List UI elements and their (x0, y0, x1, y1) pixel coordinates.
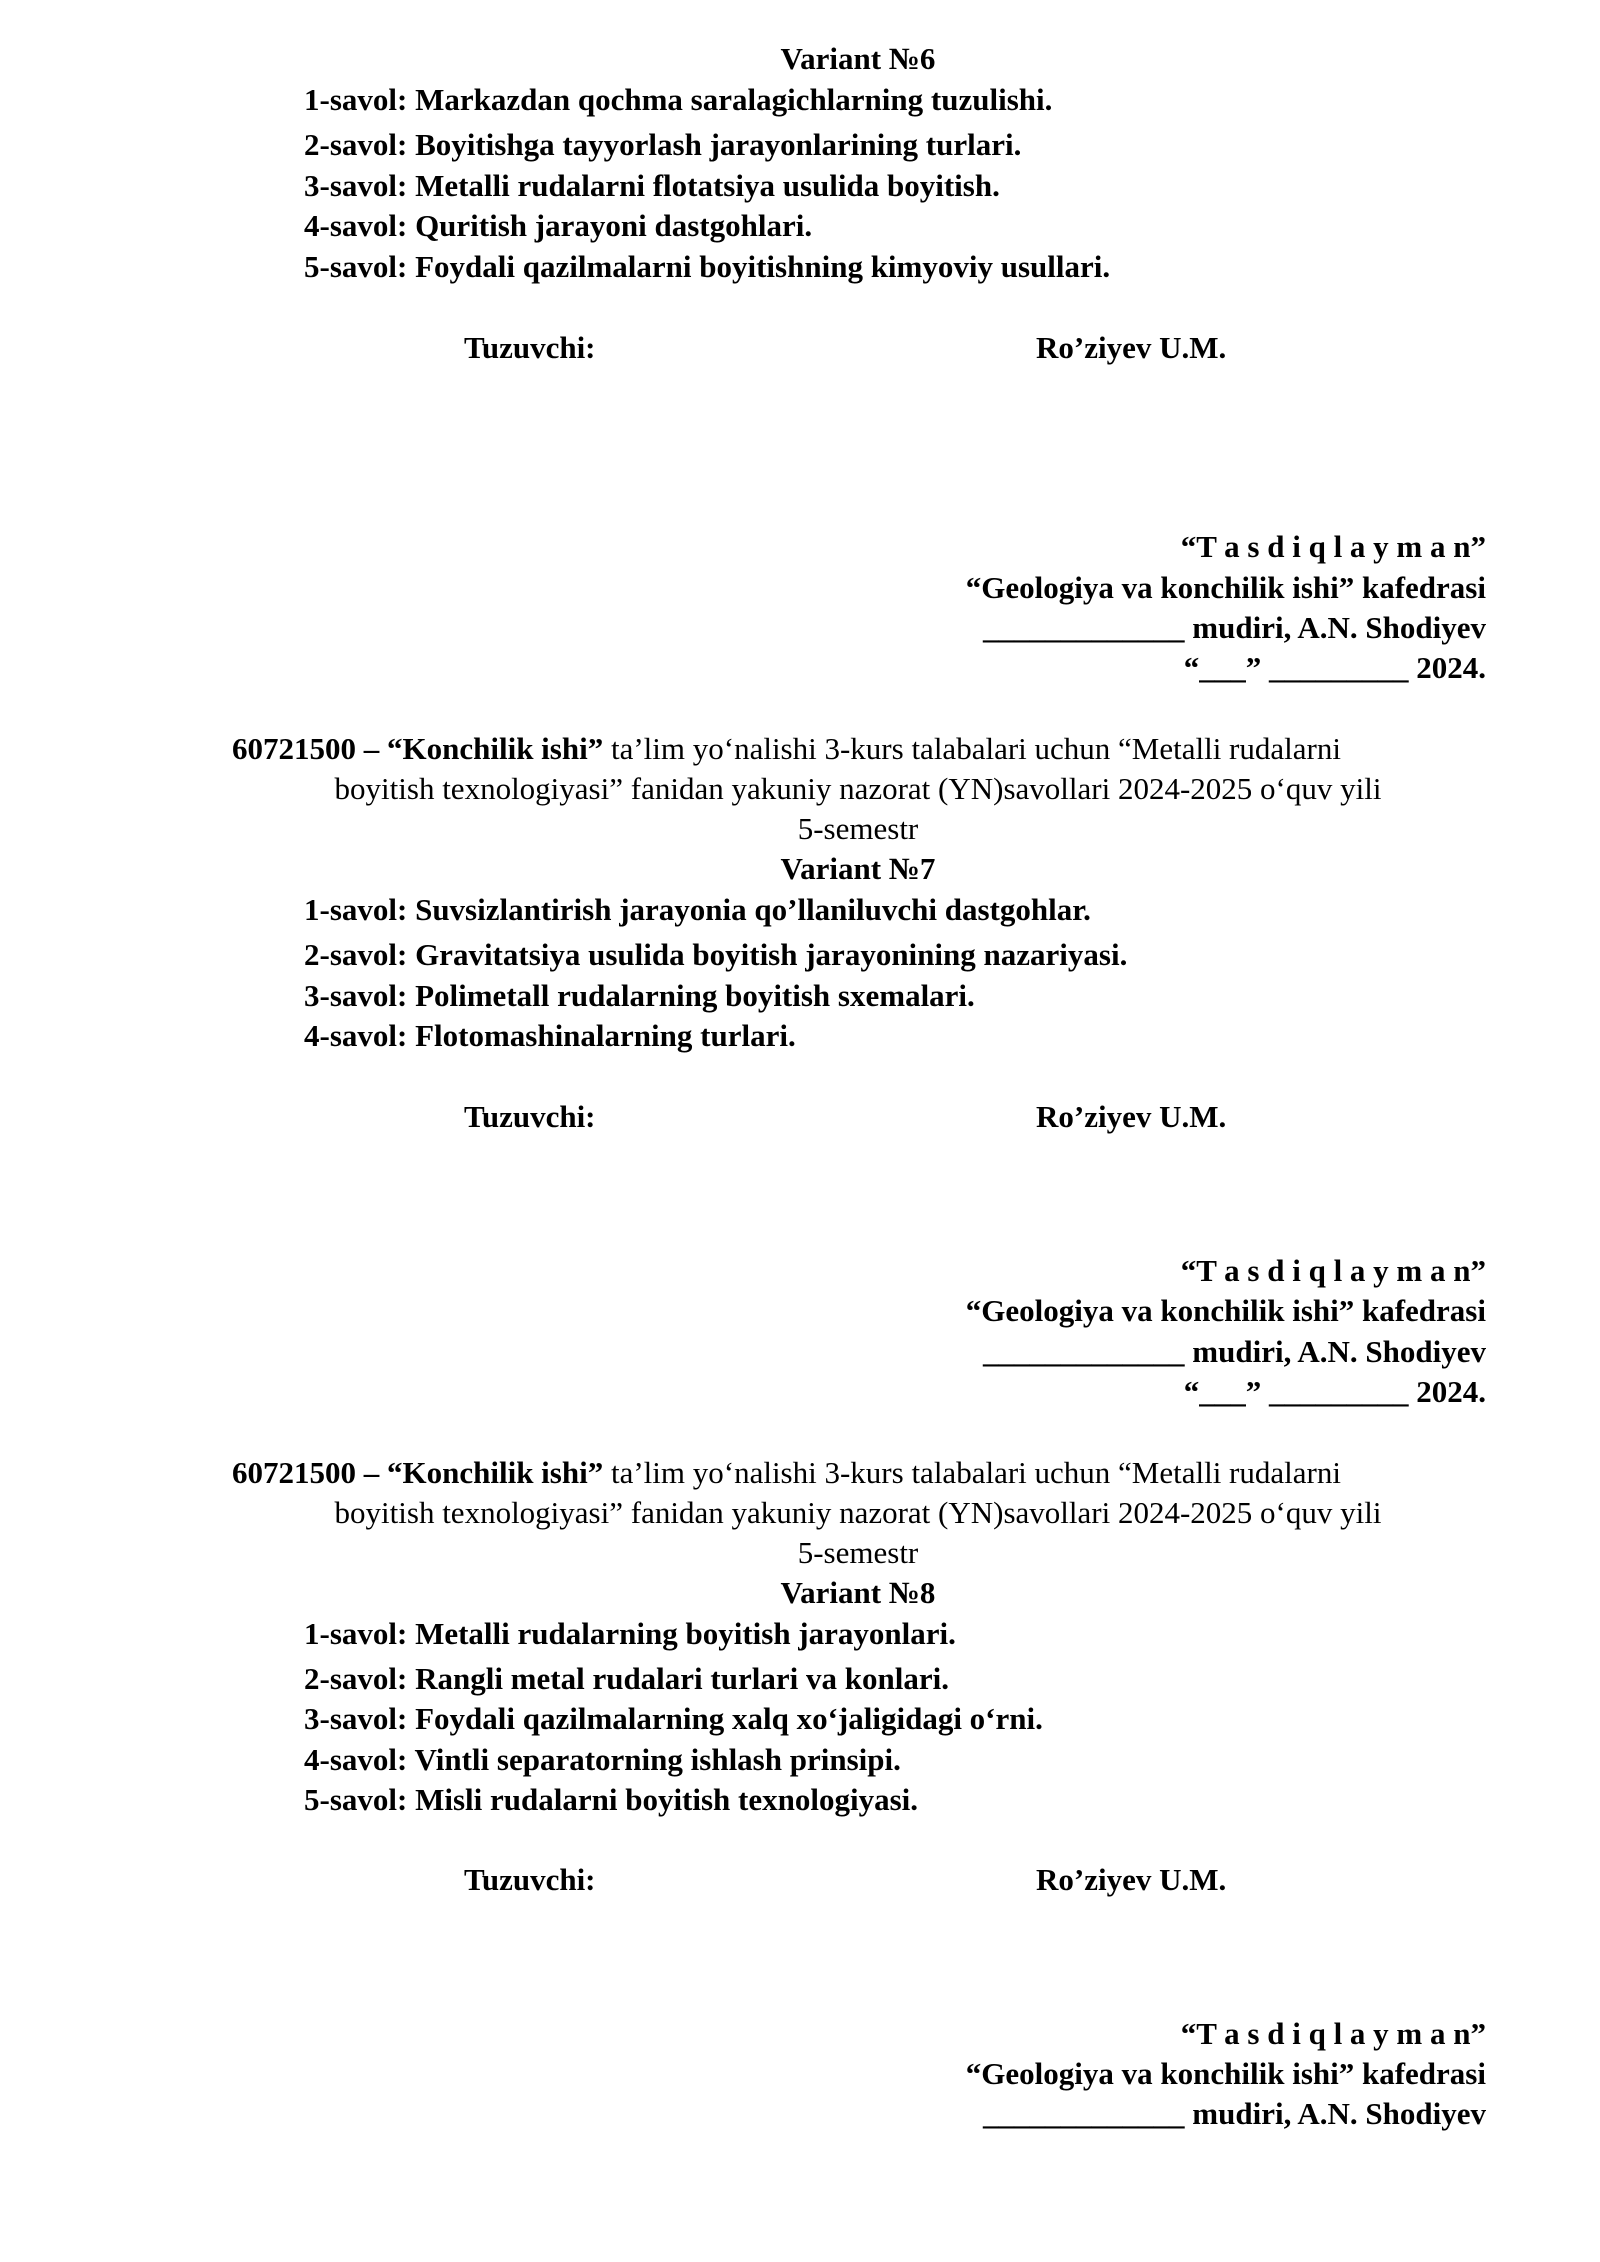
question-item: 4-savol: Quritish jarayoni dastgohlari. (304, 208, 813, 243)
program-code: 60721500 – “Konchilik ishi” (232, 1455, 604, 1490)
program-code: 60721500 – “Konchilik ishi” (232, 731, 604, 766)
date-line: “___” _________ 2024. (1183, 1374, 1486, 1409)
question-item: 1-savol: Suvsizlantirish jarayonia qo’llaniluvchi dastgohlar. (304, 892, 1091, 927)
question-item: 4-savol: Flotomashinalarning turlari. (304, 1018, 796, 1053)
head-signature-line: _____________ mudiri, A.N. Shodiyev (983, 1334, 1486, 1369)
semester-line: 5-semestr (797, 811, 919, 846)
author-label: Tuzuvchi: (464, 330, 596, 365)
question-item: 3-savol: Foydali qazilmalarning xalq xo‘jaligidagi o‘rni. (304, 1701, 1043, 1736)
head-signature-line: _____________ mudiri, A.N. Shodiyev (983, 2096, 1486, 2131)
approval-title: “T a s d i q l a y m a n” (1180, 529, 1486, 564)
question-item: 5-savol: Foydali qazilmalarni boyitishning kimyoviy usullari. (304, 249, 1111, 284)
department-line: “Geologiya va konchilik ishi” kafedrasi (965, 1293, 1486, 1328)
author-name: Ro’ziyev U.M. (1036, 1099, 1227, 1134)
author-label: Tuzuvchi: (464, 1099, 596, 1134)
question-item: 2-savol: Boyitishga tayyorlash jarayonlarining turlari. (304, 127, 1022, 162)
variant-title: Variant №7 (780, 851, 936, 886)
approval-title: “T a s d i q l a y m a n” (1180, 2016, 1486, 2051)
semester-line: 5-semestr (797, 1535, 919, 1570)
author-label: Tuzuvchi: (464, 1862, 596, 1897)
department-line: “Geologiya va konchilik ishi” kafedrasi (965, 570, 1486, 605)
question-item: 3-savol: Polimetall rudalarning boyitish sxemalari. (304, 978, 975, 1013)
question-item: 2-savol: Rangli metal rudalari turlari va konlari. (304, 1661, 949, 1696)
approval-title: “T a s d i q l a y m a n” (1180, 1253, 1486, 1288)
heading-line-1 (232, 733, 1341, 764)
date-line: “___” _________ 2024. (1183, 650, 1486, 685)
question-item: 5-savol: Misli rudalarni boyitish texnologiyasi. (304, 1782, 919, 1817)
heading-text: ta’lim yo‘nalishi 3-kurs talabalari uchun “Metalli rudalarni (603, 1455, 1341, 1490)
question-item: 1-savol: Markazdan qochma saralagichlarning tuzulishi. (304, 82, 1053, 117)
question-item: 3-savol: Metalli rudalarni flotatsiya usulida boyitish. (304, 168, 1000, 203)
head-signature-line: _____________ mudiri, A.N. Shodiyev (983, 610, 1486, 645)
heading-text: ta’lim yo‘nalishi 3-kurs talabalari uchun “Metalli rudalarni (603, 731, 1341, 766)
author-name: Ro’ziyev U.M. (1036, 1862, 1227, 1897)
variant-title: Variant №8 (780, 1575, 936, 1610)
heading-line-2: boyitish texnologiyasi” fanidan yakuniy nazorat (YN)savollari 2024-2025 o‘quv yili (334, 771, 1382, 806)
author-name: Ro’ziyev U.M. (1036, 330, 1227, 365)
question-item: 4-savol: Vintli separatorning ishlash prinsipi. (304, 1742, 901, 1777)
department-line: “Geologiya va konchilik ishi” kafedrasi (965, 2056, 1486, 2091)
question-item: 2-savol: Gravitatsiya usulida boyitish jarayonining nazariyasi. (304, 937, 1128, 972)
variant-title: Variant №6 (780, 41, 936, 76)
heading-line-2: boyitish texnologiyasi” fanidan yakuniy nazorat (YN)savollari 2024-2025 o‘quv yili (334, 1495, 1382, 1530)
question-item: 1-savol: Metalli rudalarning boyitish jarayonlari. (304, 1616, 956, 1651)
heading-line-1 (232, 1457, 1341, 1488)
